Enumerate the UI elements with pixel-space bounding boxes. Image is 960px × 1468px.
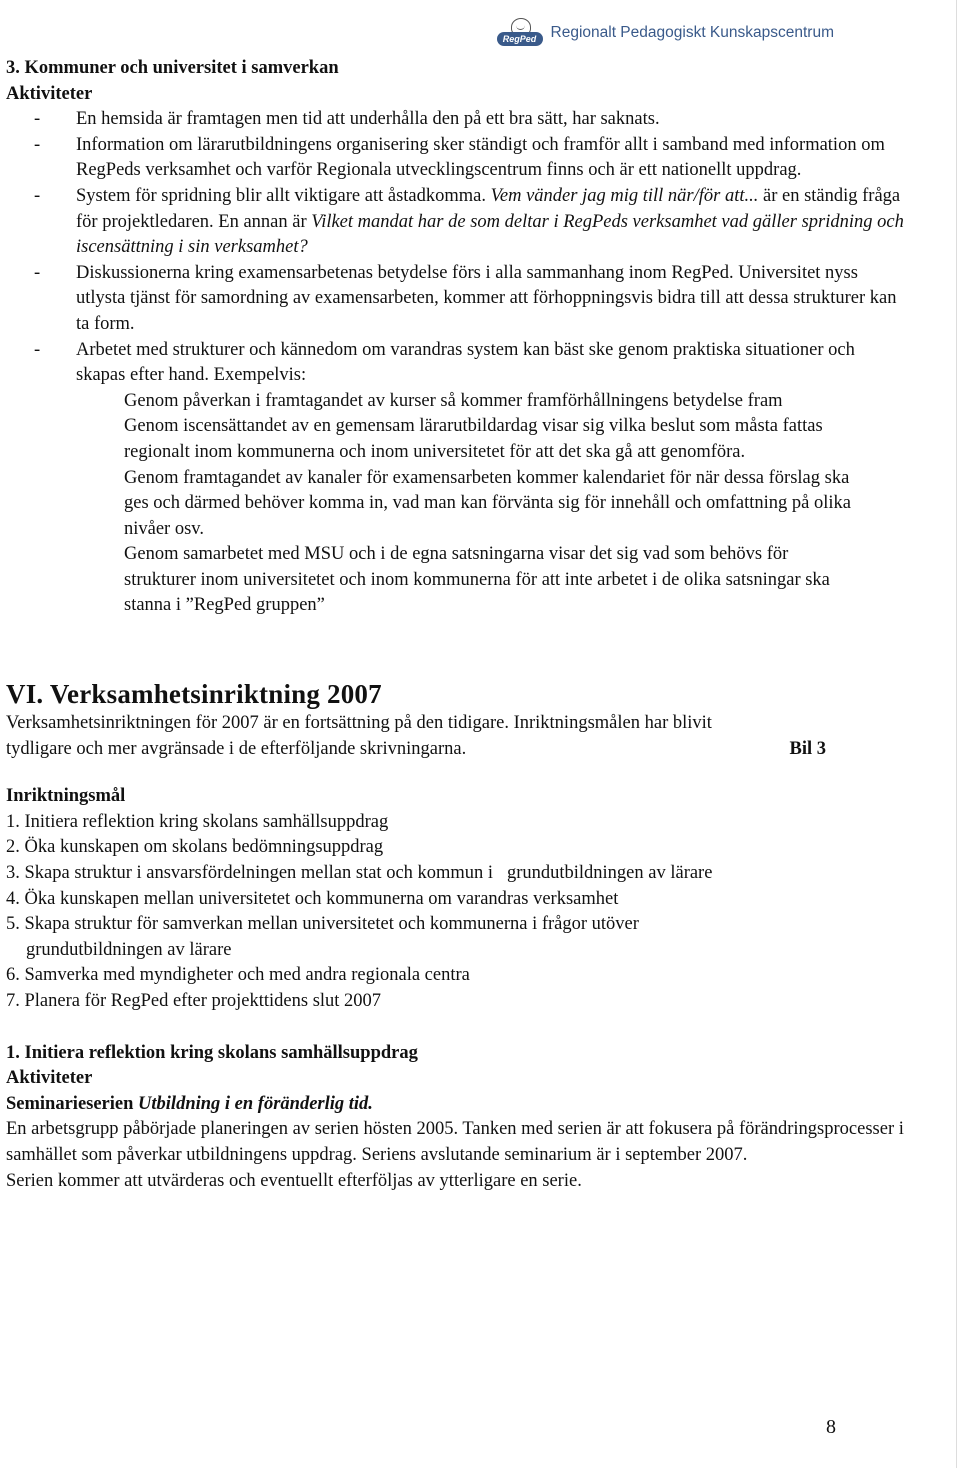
seminar-title-name: Utbildning i en föränderlig tid. [138, 1093, 373, 1114]
bullet-text-italic: Vem vänder jag mig till när/för att... [490, 185, 759, 206]
goal-item: 3. Skapa struktur i ansvarsfördelningen mellan stat och kommun i grundutbildningen av lärare [6, 863, 713, 884]
example-paragraph: Genom samarbetet med MSU och i de egna satsningarna visar det sig vad som behövs för strukturer inom universitetet och inom kommunerna för att inte arbetet i de olika satsningar ska stanna i ”RegPed gruppen” [124, 544, 830, 616]
section3-heading: 3. Kommuner och universitet i samverkan [6, 58, 339, 78]
goals-heading: Inriktningsmål [6, 786, 126, 807]
goal-item: 7. Planera för RegPed efter projekttidens slut 2007 [6, 991, 382, 1011]
bullet-item: - System för spridning blir allt viktigare att åstadkomma. Vem vänder jag mig till när/för att... är en ständig fråga för projektledaren. En annan är Vilket mandat har de som deltar i RegPeds verksamhet vad gäller spridning och iscensättning i sin verksamhet? [6, 184, 906, 261]
example-paragraph: Genom framtagandet av kanaler för examensarbeten kommer kalendariet för när dessa förslag ska ges och därmed behöver komma in, vad man kan förvänta sig för innehåll och omfattning på olika nivåer osv. [124, 467, 851, 539]
example-paragraph: Genom iscensättandet av en gemensam lärarutbildardag visar sig vilka beslut som måsta fattas regionalt inom kommunerna och inom universitetet för att det ska gå att genomföra. [124, 416, 823, 462]
page-number: 8 [826, 1416, 836, 1438]
section6-intro-row [6, 737, 826, 763]
seminar-title [6, 1092, 906, 1118]
regped-logo [497, 18, 543, 48]
goal-item: 4. Öka kunskapen mellan universitetet och kommunerna om varandras verksamhet [6, 888, 619, 909]
org-name: Regionalt Pedagogiskt Kunskapscentrum [550, 24, 834, 41]
page-header [497, 18, 834, 48]
example-paragraph: Genom påverkan i framtagandet av kurser så kommer framförhållningens betydelse fram [124, 390, 783, 411]
section6-heading: VI. Verksamhetsinriktning 2007 [6, 679, 382, 710]
bullet-text: Arbetet med strukturer och kännedom om varandras system kan bäst ske genom praktiska situationer och skapas efter hand. Exempelvis: [76, 339, 855, 386]
bullet-item: - En hemsida är framtagen men tid att underhålla den på ett bra sätt, har saknats. [6, 107, 906, 133]
bullet-text-italic: Vilket mandat har de som deltar i RegPeds verksamhet vad gäller spridning och iscensättning i sin verksamhet? [76, 211, 904, 258]
bullet-text: En hemsida är framtagen men tid att underhålla den på ett bra sätt, har saknats. [76, 109, 660, 130]
bullet-text-part: System för spridning blir allt viktigare att åstadkomma. [76, 185, 491, 206]
goal-item-continuation: grundutbildningen av lärare [26, 939, 232, 960]
bullet-item: - Arbetet med strukturer och kännedom om varandras system kan bäst ske genom praktiska situationer och skapas efter hand. Exempelvis: [6, 338, 906, 389]
logo-badge: RegPed [497, 32, 543, 46]
goal-item: 2. Öka kunskapen om skolans bedömningsuppdrag [6, 837, 384, 858]
subsection1-paragraph: En arbetsgrupp påbörjade planeringen av serien hösten 2005. Tanken med serien är att fokusera på förändringsprocesser i samhället som påverkar utbildningens uppdrag. Seriens avslutande seminarium är i september 2007. [6, 1119, 904, 1165]
bullet-text: Diskussionerna kring examensarbetenas betydelse förs i alla sammanhang inom RegPed. Universitet nyss utlysta tjänst för samordning av examensarbeten, kommer att förhoppningsvis bidra till att dessa strukturer kan ta form. [76, 262, 897, 334]
bullet-text [68, 184, 906, 261]
bullet-text-part: är en ständig fråga för projektledaren. En annan är [76, 185, 901, 232]
section6-intro-line2: tydligare och mer avgränsade i de efterföljande skrivningarna. [6, 738, 467, 759]
goal-item: 6. Samverka med myndigheter och med andra regionala centra [6, 965, 470, 986]
attachment-ref: Bil 3 [789, 738, 826, 759]
goal-item: 5. Skapa struktur för samverkan mellan universitetet och kommunerna i frågor utöver [6, 914, 639, 935]
page-edge-divider [956, 0, 957, 1468]
subsection1-paragraph: Serien kommer att utvärderas och eventuellt efterföljas av ytterligare en serie. [6, 1170, 582, 1191]
seminar-title-prefix: Seminarieserien [6, 1093, 139, 1114]
subsection1-heading: 1. Initiera reflektion kring skolans samhällsuppdrag [6, 1042, 418, 1063]
bullet-text: Information om lärarutbildningens organisering sker ständigt och framför allt i samband med information om RegPeds verksamhet och varför Regionala utvecklingscentrum finns och är ett nationellt uppdrag. [76, 134, 885, 181]
bullet-item: - Information om lärarutbildningens organisering sker ständigt och framför allt i samband med information om RegPeds verksamhet och varför Regionala utvecklingscentrum finns och är ett nationellt uppdrag. [6, 133, 906, 184]
section6-intro-line1: Verksamhetsinriktningen för 2007 är en fortsättning på den tidigare. Inriktningsmålen har blivit [6, 713, 712, 734]
section3-aktiviteter: Aktiviteter [6, 83, 93, 104]
subsection1-aktiviteter: Aktiviteter [6, 1068, 93, 1089]
page-content [6, 56, 906, 1194]
goal-item: 1. Initiera reflektion kring skolans samhällsuppdrag [6, 811, 389, 832]
bullet-item: - Diskussionerna kring examensarbetenas betydelse förs i alla sammanhang inom RegPed. Universitet nyss utlysta tjänst för samordning av examensarbeten, kommer att förhoppningsvis bidra till att dessa strukturer kan ta form. [6, 261, 906, 338]
